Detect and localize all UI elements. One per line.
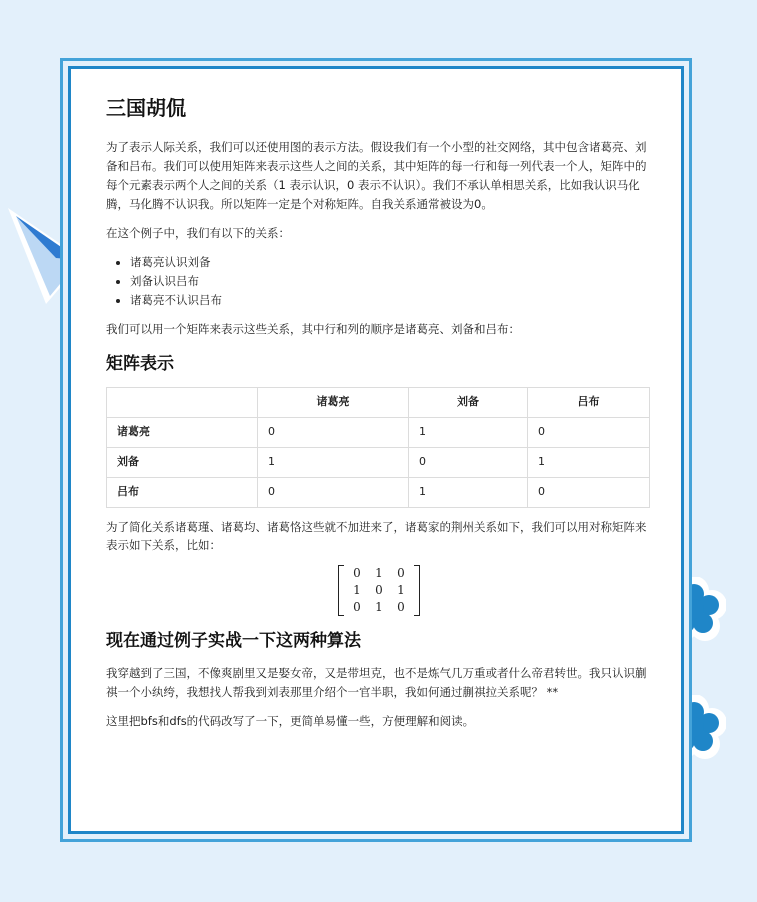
article-content [106,94,652,741]
matrix-intro: 我们可以用一个矩阵来表示这些关系，其中行和列的顺序是诸葛亮、刘备和吕布： [106,321,520,336]
matrix-cell: 0 [353,600,361,615]
table-row [107,447,650,477]
matrix-cell: 1 [397,583,405,598]
adjacency-matrix [338,565,420,616]
table-header-cell: 诸葛亮 [258,387,409,417]
practice-paragraph: 我穿越到了三国，不像爽剧里又是娶女帝，又是带坦克，也不是炼气几万重或者什么帝君转世。我只认识蒯祺一个小纨绔，我想找人帮我到刘表那里介绍个一官半职，我如何通过蒯祺拉关系呢？ ** [106,666,647,700]
table-cell: 1 [409,417,528,447]
table-row-header: 刘备 [107,447,258,477]
section-heading-matrix: 矩阵表示 [106,353,174,374]
relations-list [106,253,652,310]
simplify-paragraph: 为了简化关系诸葛瑾、诸葛均、诸葛恪这些就不加进来了，诸葛家的荆州关系如下，我们可以用对称矩阵来表示如下关系，比如： [106,519,647,553]
matrix-right-bracket [414,565,420,616]
table-cell: 0 [528,477,650,507]
page-title: 三国胡侃 [106,96,186,120]
table-header-row [107,387,650,417]
table-header-cell: 吕布 [528,387,650,417]
table-row [107,417,650,447]
table-row [107,477,650,507]
table-header-cell [107,387,258,417]
table-cell: 0 [258,417,409,447]
matrix-cell: 0 [397,566,405,581]
matrix-cell: 1 [353,583,361,598]
matrix-grid [344,565,414,616]
relation-table [106,387,650,508]
matrix-cell: 1 [375,566,383,581]
intro-paragraph: 为了表示人际关系，我们可以还使用图的表示方法。假设我们有一个小型的社交网络，其中包含诸葛亮、刘备和吕布。我们可以使用矩阵来表示这些人之间的关系，其中矩阵的每一行和每一列代表一个人，矩阵中的每个元素表示两个人之间的关系（1 表示认识，0 表示不认识）。我们不承认单相思关系，比如我认识马化腾，马化腾不认识我。所以矩阵一定是个对称矩阵。自我关系通常被设为0。 [106,140,647,211]
list-item: • 诸葛亮认识刘备 [130,253,652,272]
matrix-display [106,565,652,616]
matrix-cell: 0 [397,600,405,615]
matrix-cell: 0 [375,583,383,598]
section-heading-practice: 现在通过例子实战一下这两种算法 [106,631,361,652]
matrix-cell: 1 [375,600,383,615]
list-item: • 诸葛亮不认识吕布 [130,291,652,310]
table-cell: 1 [258,447,409,477]
matrix-cell: 0 [353,566,361,581]
table-header-cell: 刘备 [409,387,528,417]
example-intro: 在这个例子中，我们有以下的关系： [106,225,290,240]
table-cell: 0 [258,477,409,507]
code-note-paragraph: 这里把bfs和dfs的代码改写了一下，更简单易懂一些，方便理解和阅读。 [106,714,475,729]
table-row-header: 吕布 [107,477,258,507]
table-cell: 0 [409,447,528,477]
table-cell: 0 [528,417,650,447]
list-item: • 刘备认识吕布 [130,272,652,291]
table-cell: 1 [528,447,650,477]
table-cell: 1 [409,477,528,507]
table-row-header: 诸葛亮 [107,417,258,447]
